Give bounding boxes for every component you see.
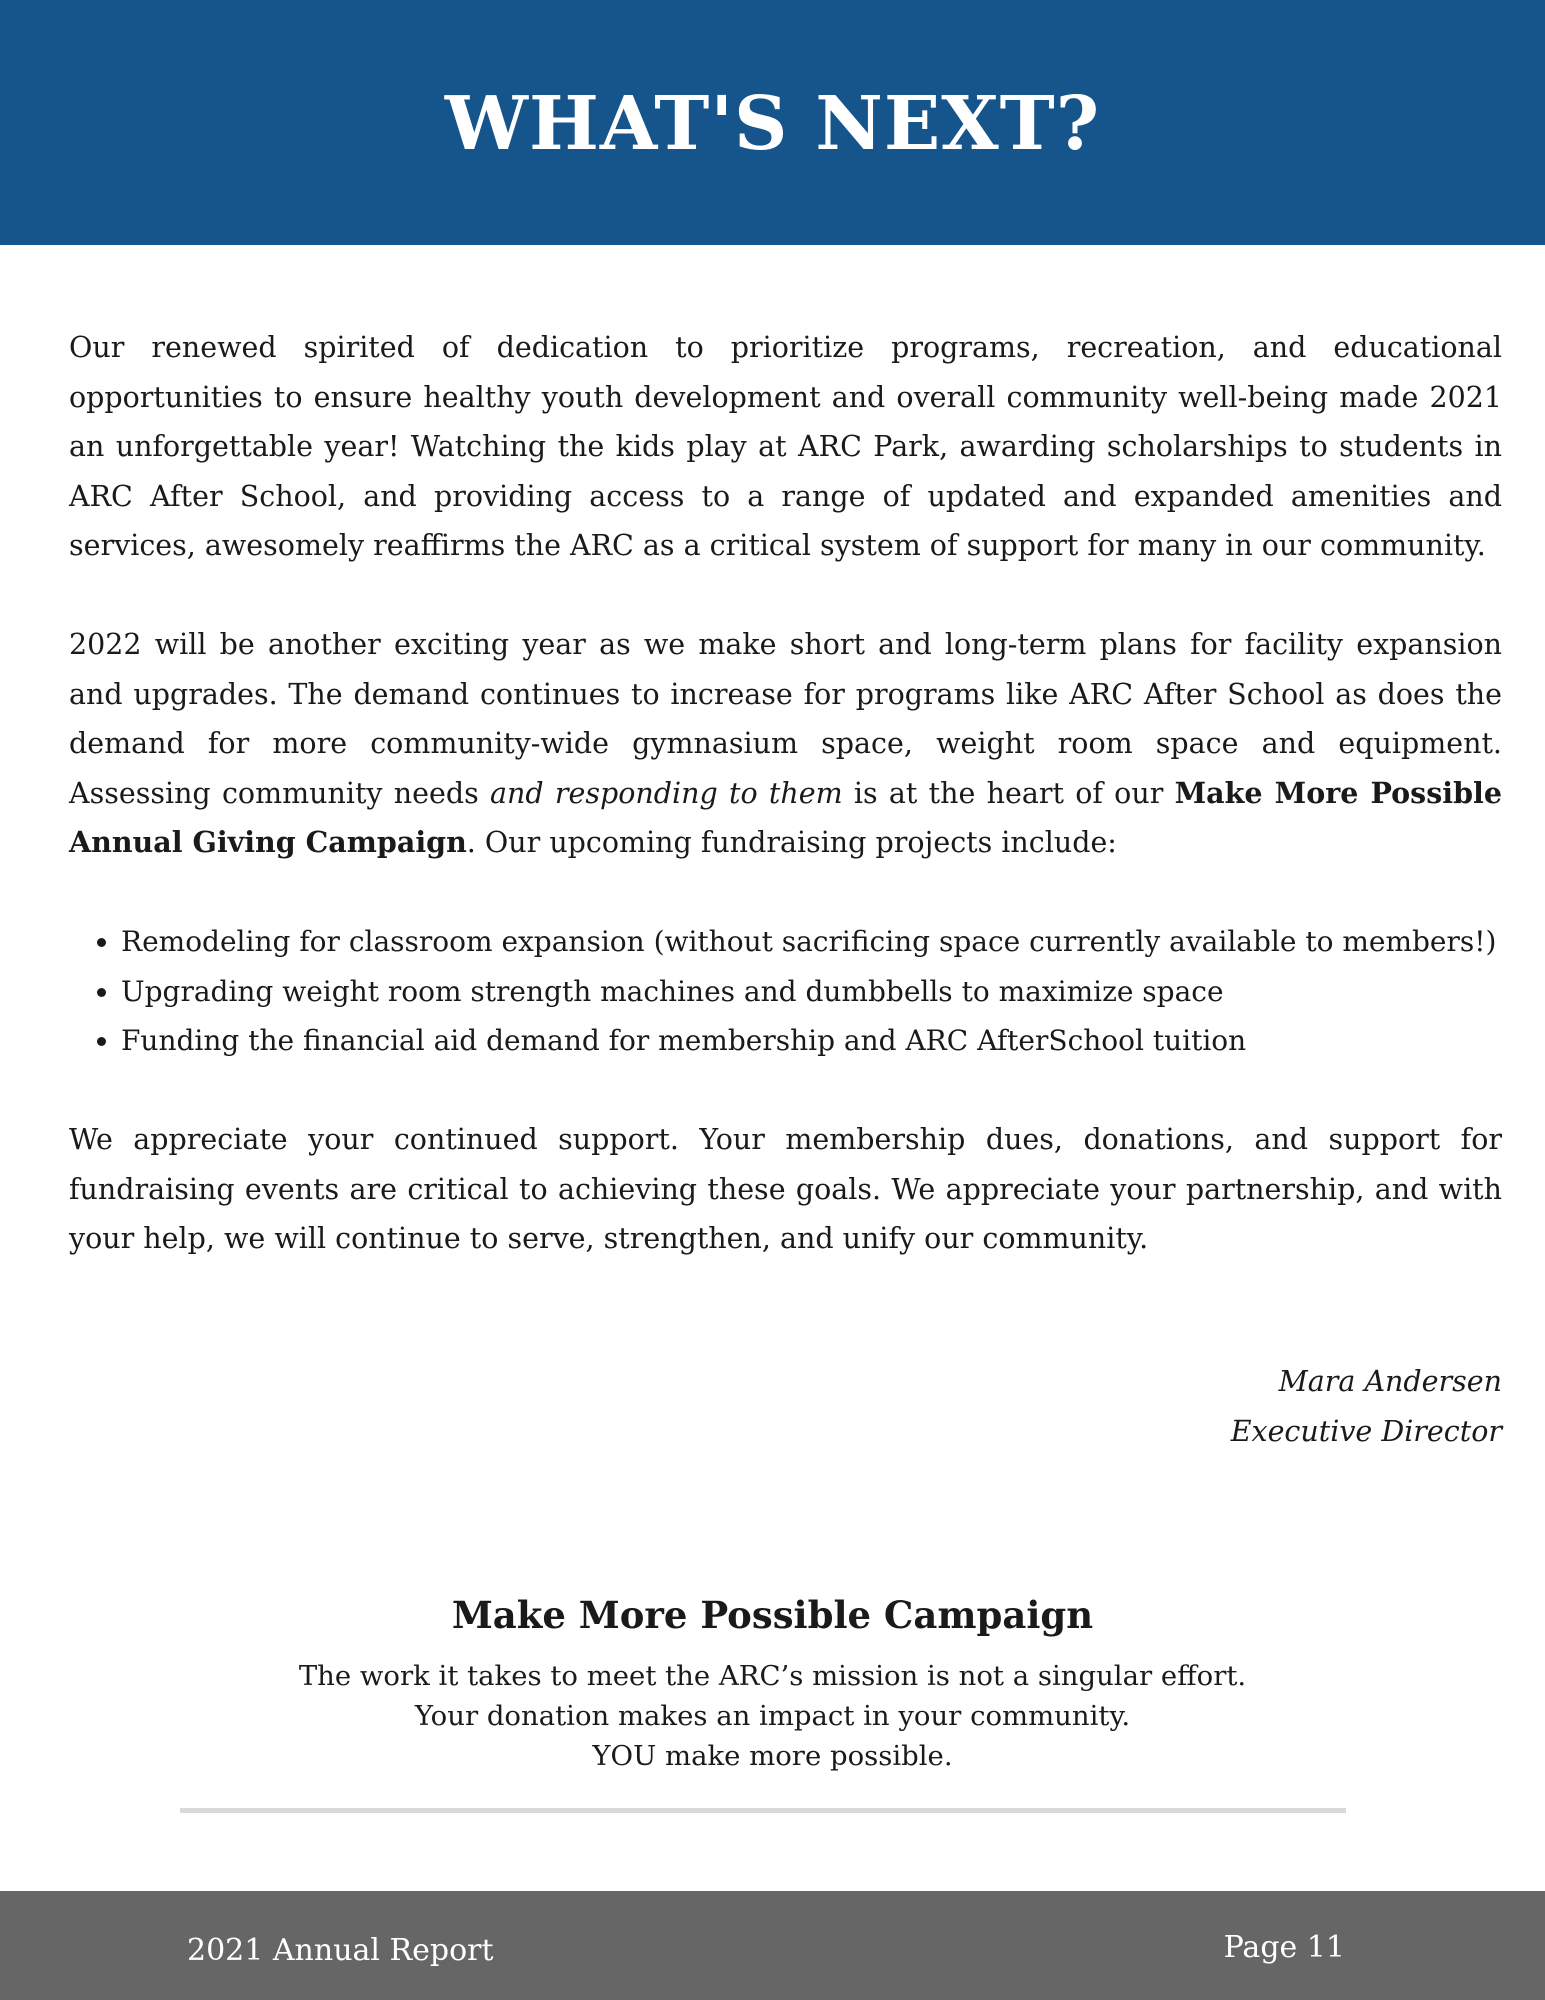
list-item: • Upgrading weight room strength machines and dumbbells to maximize space [121,967,1502,1017]
paragraph-plans-text: 2022 will be another exciting year as we make short and long-term plans for facility expansion and upgrades. The demand continues to increase for programs like ARC After School as does the demand for more community-wide gymnasium space, weight room space and equipment. Assessing community needs [69,628,1502,810]
paragraph-plans-text-2: is at the heart of our [842,776,1175,810]
header-banner [0,0,1545,245]
campaign-line: Your donation makes an impact in your community. [414,1700,1131,1732]
signature-block [1231,1357,1502,1456]
fundraising-projects-list [69,917,1502,1066]
footer-report-title: 2021 Annual Report [187,1933,494,1968]
signature-title: Executive Director [1230,1414,1502,1448]
campaign-message [0,1656,1545,1776]
list-item: • Funding the financial aid demand for membership and ARC AfterSchool tuition [121,1016,1502,1066]
paragraph-intro: Our renewed spirited of dedication to prioritize programs, recreation, and educational opportunities to ensure healthy youth development and overall community well-being made 2021 an unforgettable year! Watching the kids play at ARC Park, awarding scholarships to students in ARC After School, and providing access to a range of updated and expanded amenities and services, awesomely reaffirms the ARC as a critical system of support for many in our community. [69,331,1502,562]
page-title: WHAT'S NEXT? [444,81,1101,167]
campaign-heading: Make More Possible Campaign [451,1593,1094,1637]
signature-name: Mara Andersen [1278,1365,1502,1398]
paragraph-appreciation: We appreciate your continued support. Your membership dues, donations, and support for fundraising events are critical to achieving these goals. We appreciate your partnership, and with your help, we will continue to serve, strengthen, and unify our community. [69,1123,1502,1255]
paragraph-plans [69,620,1502,868]
campaign-name-bold: Make More Possible Annual Giving Campaign [69,775,1502,859]
page-number: Page 11 [1223,1930,1345,1965]
page-footer [0,1891,1545,2000]
letter-body [69,323,1502,1264]
paragraph-plans-text-3: . Our upcoming fundraising projects include: [466,826,1117,859]
campaign-line: YOU make more possible. [592,1740,953,1772]
campaign-line: The work it takes to meet the ARC’s mission is not a singular effort. [298,1660,1247,1692]
list-item: • Remodeling for classroom expansion (without sacrificing space currently available to members!) [121,917,1502,967]
section-divider [180,1808,1346,1813]
paragraph-plans-emphasis: and responding to them [490,776,843,810]
